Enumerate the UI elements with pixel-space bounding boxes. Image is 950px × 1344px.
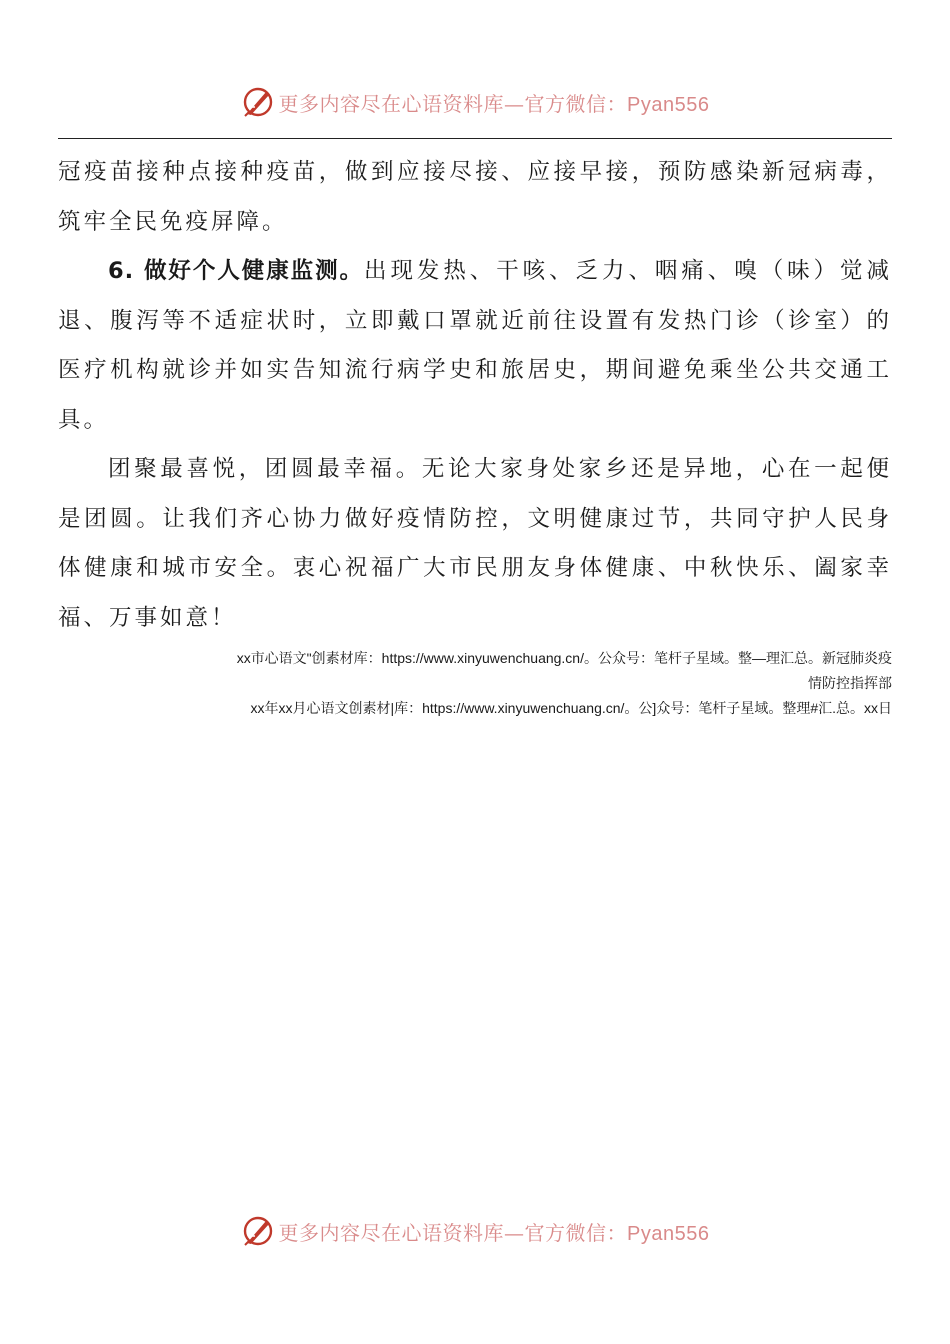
footer-banner-label: 更多内容尽在心语资料库—官方微信：: [278, 1220, 628, 1245]
item-6-text: 出现发热、干咳、乏力、咽痛、嗅（味）觉减退、腹泻等不适症状时，立即戴口罩就近前往设置有发热门诊（诊室）的医疗机构就诊并如实告知流行病学史和旅居史，期间避免乘坐公共交通工具。: [58, 258, 892, 433]
header-banner-text: [279, 88, 710, 117]
signature-line-2: 情防控指挥部: [808, 675, 892, 691]
signature-date-line: xx年xx月心语文创素材|库：https://www.xinyuwenchuang.cn/。公]众号：笔杆子星域。整理#汇.总。xx日: [250, 700, 892, 716]
signature-line-1: xx市心语文"创素材库：https://www.xinyuwenchuang.cn/。公众号：笔杆子星域。整—理汇总。新冠肺炎疫: [236, 650, 892, 666]
paragraph-closing-wishes: 团聚最喜悦，团圆最幸福。无论大家身处家乡还是异地，心在一起便是团圆。让我们齐心协力做好疫情防控，文明健康过节，共同守护人民身体健康和城市安全。衷心祝福广大市民朋友身体健康、中秋快乐、阖家幸福、万事如意！: [58, 456, 892, 631]
header-wechat-id: Pyan556: [627, 93, 710, 116]
paragraph-vaccination-tail: 冠疫苗接种点接种疫苗，做到应接尽接、应接早接，预防感染新冠病毒，筑牢全民免疫屏障。: [58, 159, 892, 235]
header-banner-label: 更多内容尽在心语资料库—官方微信：: [278, 91, 628, 116]
footer-wechat-id: Pyan556: [627, 1222, 710, 1245]
document-body: [58, 148, 892, 721]
quill-pen-logo-icon: [241, 85, 275, 119]
paragraph-health-monitoring: [58, 247, 892, 445]
header-banner: [0, 82, 950, 122]
item-6-heading: 6. 做好个人健康监测。: [108, 258, 364, 284]
footer-banner: [0, 1211, 950, 1251]
quill-pen-logo-icon: [241, 1214, 275, 1248]
header-divider: [58, 138, 892, 139]
footer-banner-text: [279, 1217, 710, 1246]
